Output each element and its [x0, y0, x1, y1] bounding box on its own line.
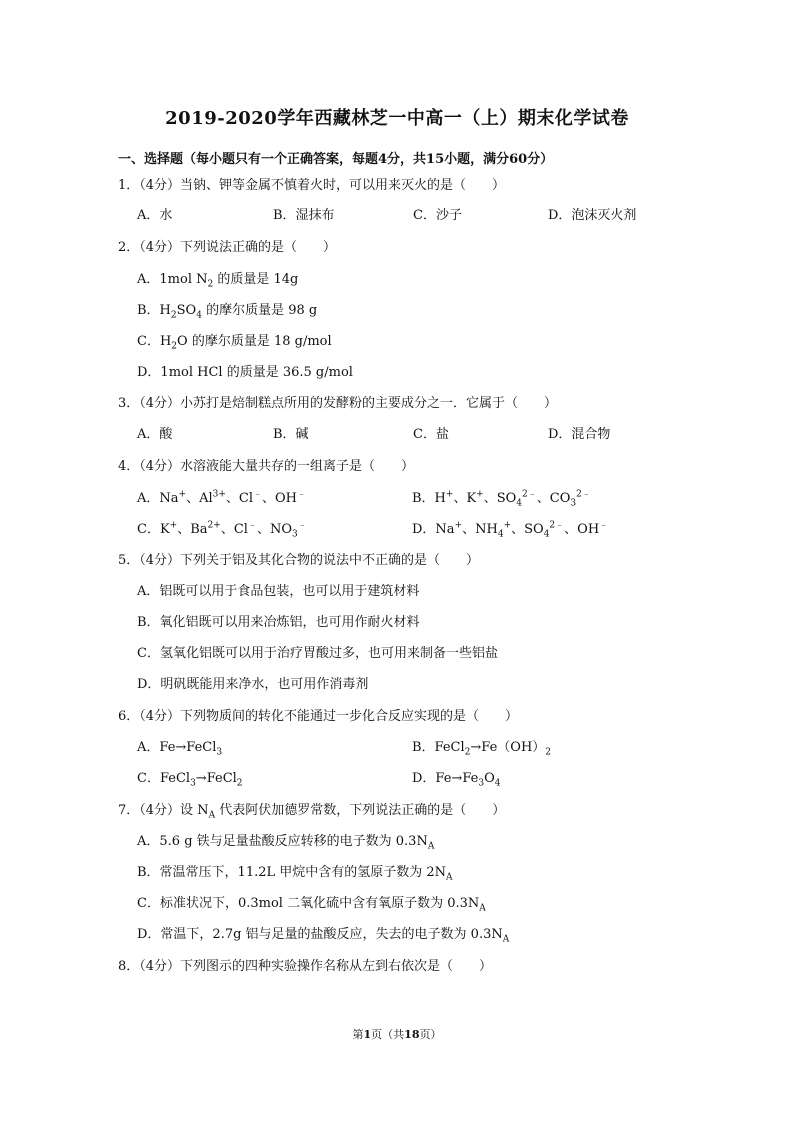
q2-option-d[interactable]: D．1mol HCl 的质量是 36.5 g/mol: [137, 365, 353, 380]
subscript: A: [446, 872, 453, 883]
q1-option-c[interactable]: C．沙子: [413, 208, 462, 223]
subscript: A: [479, 903, 486, 914]
question-4-stem: 4．（4分）水溶液能大量共存的一组离子是（ ）: [118, 459, 415, 474]
text-part: 、K: [453, 491, 477, 506]
text-part: C．FeCl: [137, 771, 191, 786]
text-part: B．H: [412, 491, 446, 506]
q3-option-a[interactable]: A．酸: [137, 427, 173, 442]
question-7-stem: [118, 802, 505, 820]
q6-option-c[interactable]: [137, 770, 243, 788]
superscript: ﹣: [297, 489, 307, 500]
superscript: +: [503, 520, 512, 531]
text-part: D．Fe→Fe: [412, 771, 479, 786]
text-part: 、Ba: [177, 522, 208, 537]
subscript: A: [502, 934, 510, 945]
text-part: 7．（4分）设 N: [118, 803, 209, 818]
subscript: 3: [190, 778, 196, 789]
q3-option-b[interactable]: B．碱: [273, 427, 309, 442]
superscript: +: [169, 520, 178, 531]
superscript: ﹣: [599, 520, 609, 531]
text-part: 、NH: [462, 522, 498, 537]
q1-option-a[interactable]: A．水: [137, 208, 173, 223]
q4-option-b[interactable]: [412, 490, 591, 508]
text-part: 代表阿伏加德罗常数，下列说法正确的是（ ）: [215, 803, 506, 818]
q1-option-b[interactable]: B．湿抹布: [273, 208, 335, 223]
text-part: 、Al: [186, 491, 213, 506]
q4-option-c[interactable]: [137, 521, 307, 539]
superscript: +: [445, 489, 454, 500]
text-part: D．Na: [412, 522, 455, 537]
subscript: A: [427, 841, 435, 852]
q1-option-d[interactable]: D．泡沫灭火剂: [548, 208, 637, 223]
text-part: 、NO: [256, 522, 292, 537]
subscript: 2: [236, 778, 243, 789]
text-part: O: [484, 771, 495, 786]
subscript: 4: [497, 529, 504, 540]
text-part: 、SO: [511, 522, 544, 537]
text-part: A．5.6 g 铁与足量盐酸反应转移的电子数为 0.3N: [137, 834, 428, 849]
text-part: 、Cl: [220, 522, 248, 537]
text-part: C．K: [137, 522, 170, 537]
question-8-stem: 8．（4分）下列图示的四种实验操作名称从左到右依次是（ ）: [118, 959, 493, 974]
subscript: A: [208, 810, 216, 821]
subscript: 3: [291, 529, 298, 540]
section-heading: 一、选择题（每小题只有一个正确答案，每题4分，共15小题，满分60分）: [118, 152, 554, 167]
text-part: →Fe（OH）: [470, 740, 546, 755]
superscript: ﹣: [297, 520, 307, 531]
text-part: B．H: [137, 303, 171, 318]
q2-option-c[interactable]: [137, 333, 332, 351]
page-number: 1: [363, 1028, 372, 1041]
q7-option-b[interactable]: [137, 864, 453, 882]
footer-prefix: 第: [352, 1028, 364, 1041]
subscript: 2: [545, 747, 552, 758]
text-part: A．1mol N: [137, 272, 208, 287]
subscript: 4: [543, 529, 550, 540]
text-part: O 的摩尔质量是 18 g/mol: [177, 334, 332, 349]
q5-option-b[interactable]: B．氧化铝既可以用来冶炼铝，也可用作耐火材料: [137, 615, 420, 630]
q3-option-d[interactable]: D．混合物: [548, 427, 611, 442]
q5-option-a[interactable]: A．铝既可以用于食品包装，也可以用于建筑材料: [137, 584, 420, 599]
subscript: 3: [216, 747, 223, 758]
superscript: 2﹣: [549, 520, 565, 531]
superscript: 3+: [212, 489, 226, 500]
question-1-stem: 1．（4分）当钠、钾等金属不慎着火时，可以用来灭火的是（ ）: [118, 178, 506, 193]
q6-option-a[interactable]: [137, 739, 222, 757]
q6-option-d[interactable]: [412, 770, 500, 788]
footer-suffix: 页）: [419, 1028, 442, 1041]
text-part: 的质量是 14g: [213, 272, 299, 287]
q6-option-b[interactable]: [412, 739, 551, 757]
superscript: ﹣: [253, 489, 263, 500]
text-part: SO: [176, 303, 197, 318]
text-part: B．常温常压下，11.2L 甲烷中含有的氢原子数为 2N: [137, 865, 447, 880]
superscript: +: [476, 489, 484, 500]
subscript: 4: [494, 778, 501, 789]
q2-option-b[interactable]: [137, 302, 317, 320]
q2-option-a[interactable]: [137, 271, 298, 289]
q5-option-d[interactable]: D．明矾既能用来净水，也可用作消毒剂: [137, 677, 369, 692]
q5-option-c[interactable]: C．氢氧化铝既可以用于治疗胃酸过多，也可用来制备一些铝盐: [137, 646, 498, 661]
text-part: →FeCl: [195, 771, 237, 786]
text-part: D．常温下，2.7g 铝与足量的盐酸反应，失去的电子数为 0.3N: [137, 927, 503, 942]
superscript: 2+: [207, 520, 221, 531]
q4-option-d[interactable]: [412, 521, 608, 539]
question-3-stem: 3．（4分）小苏打是焙制糕点所用的发酵粉的主要成分之一．它属于（ ）: [118, 396, 558, 411]
text-part: 、CO: [536, 491, 571, 506]
subscript: 2: [464, 747, 471, 758]
subscript: 3: [570, 498, 577, 509]
text-part: C．H: [137, 334, 172, 349]
superscript: +: [178, 489, 187, 500]
superscript: 2﹣: [576, 489, 591, 500]
question-2-stem: 2．（4分）下列说法正确的是（ ）: [118, 240, 337, 255]
question-5-stem: 5．（4分）下列关于铝及其化合物的说法中不正确的是（ ）: [118, 553, 480, 568]
q7-option-a[interactable]: [137, 833, 434, 851]
text-part: A．Na: [137, 491, 179, 506]
subscript: 4: [516, 498, 523, 509]
subscript: 2: [170, 310, 177, 321]
subscript: 2: [207, 279, 214, 290]
superscript: ﹣: [247, 520, 257, 531]
subscript: 3: [478, 778, 485, 789]
q7-option-d[interactable]: [137, 926, 509, 944]
text-part: 、Cl: [225, 491, 253, 506]
page-title: 2019-2020学年西藏林芝一中高一（上）期末化学试卷: [165, 108, 629, 129]
text-part: B．FeCl: [412, 740, 465, 755]
text-part: 的摩尔质量是 98 g: [201, 303, 318, 318]
subscript: 4: [196, 310, 202, 321]
text-part: 、OH: [564, 522, 600, 537]
q4-option-a[interactable]: [137, 490, 306, 508]
superscript: 2﹣: [522, 489, 537, 500]
text-part: C．标准状况下，0.3mol 二氧化硫中含有氧原子数为 0.3N: [137, 896, 480, 911]
question-6-stem: 6．（4分）下列物质间的转化不能通过一步化合反应实现的是（ ）: [118, 709, 519, 724]
superscript: +: [454, 520, 463, 531]
page-footer: [0, 1026, 794, 1042]
q7-option-c[interactable]: [137, 895, 486, 913]
text-part: 、SO: [483, 491, 517, 506]
q3-option-c[interactable]: C．盐: [413, 427, 449, 442]
text-part: 、OH: [262, 491, 298, 506]
text-part: A．Fe→FeCl: [137, 740, 217, 755]
subscript: 2: [171, 341, 178, 352]
total-pages: 18: [404, 1028, 420, 1041]
footer-middle: 页（共: [371, 1028, 405, 1041]
